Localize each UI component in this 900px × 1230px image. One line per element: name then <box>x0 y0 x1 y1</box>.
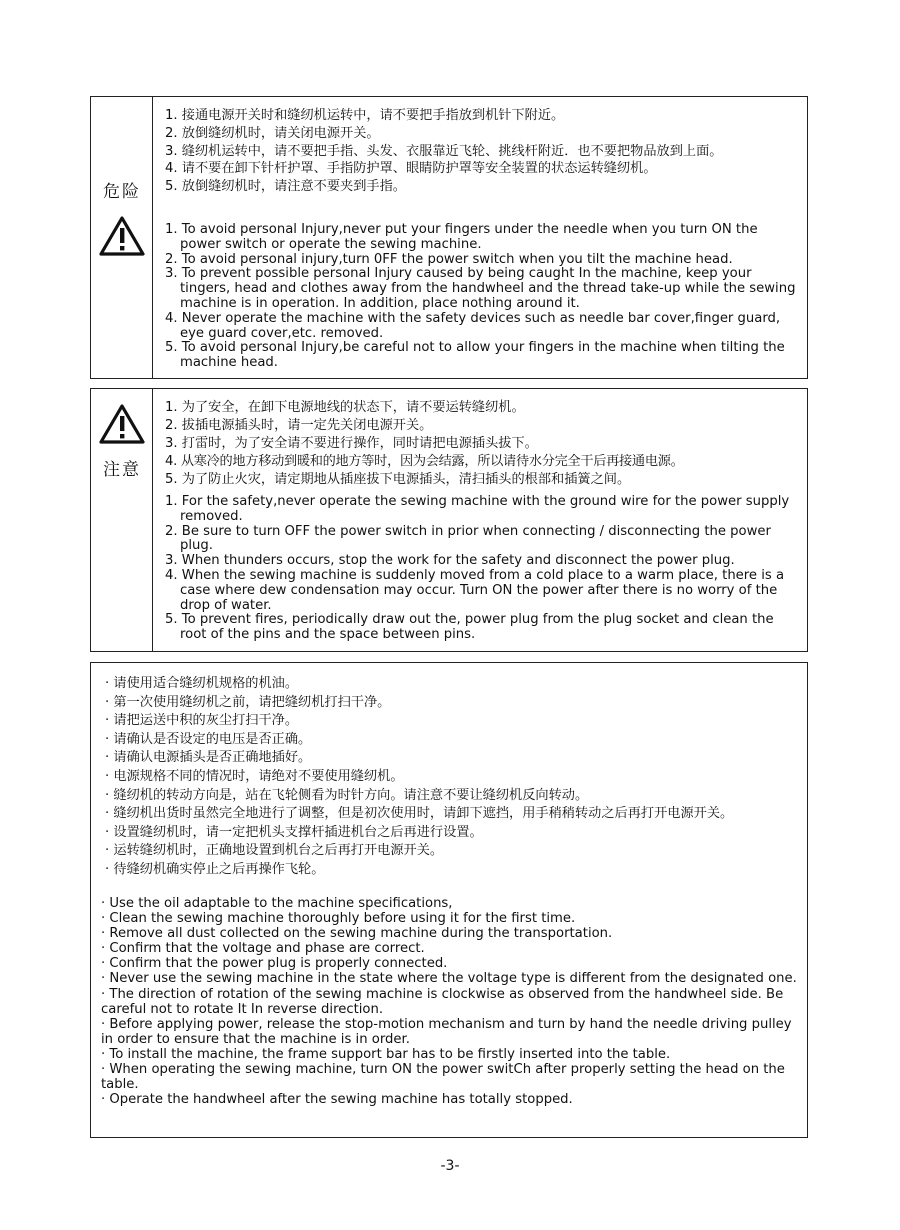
notes-en-item: · To install the machine, the frame support bar has to be firstly inserted into the table. <box>101 1046 671 1062</box>
danger-zh-item: 1. 接通电源开关时和缝纫机运转中，请不要把手指放到机针下附近。 <box>165 108 565 123</box>
notes-zh-item: · 设置缝纫机时，请一定把机头支撑杆插进机台之后再进行设置。 <box>105 824 483 840</box>
caution-warning-box <box>90 388 808 652</box>
caution-zh-list <box>165 399 799 489</box>
notes-en-item: · Use the oil adaptable to the machine specifications, <box>101 896 453 911</box>
notes-zh-item: · 缝纫机的转动方向是，站在飞轮侧看为时针方向。请注意不要让缝纫机反向转动。 <box>105 787 589 803</box>
danger-label: 危险 <box>103 182 141 202</box>
danger-en-item: 5. To avoid personal Injury,be careful not to allow your fingers in the machine when tilting the machine head. <box>165 340 785 371</box>
page-number: -3- <box>440 1158 460 1174</box>
danger-zh-list <box>165 107 799 196</box>
caution-zh-item: 5. 为了防止火灾，请定期地从插座拔下电源插头，清扫插头的根部和插簧之间。 <box>165 472 631 487</box>
notes-zh-item: · 请确认电源插头是否正确地插好。 <box>105 750 312 766</box>
caution-en-item: 1. For the safety,never operate the sewing machine with the ground wire for the power supply removed. <box>165 494 790 524</box>
caution-label-column <box>91 389 153 651</box>
caution-en-list <box>165 495 799 643</box>
warning-triangle-icon <box>99 215 145 257</box>
notes-en-item: · Confirm that the power plug is properly connected. <box>101 956 448 972</box>
danger-en-list <box>165 223 799 371</box>
caution-zh-item: 3. 打雷时，为了安全请不要进行操作，同时请把电源插头拔下。 <box>165 436 538 451</box>
notes-en-item: · Never use the sewing machine in the state where the voltage type is different from the designated one. <box>101 971 797 987</box>
notes-en-item: · Operate the handwheel after the sewing machine has totally stopped. <box>101 1092 573 1108</box>
notes-zh-item: · 缝纫机出货时虽然完全地进行了调整，但是初次使用时，请卸下遮挡，用手稍稍转动之后再打开电源开关。 <box>105 806 734 822</box>
notes-zh-item: · 待缝纫机确实停止之后再操作飞轮。 <box>105 861 325 877</box>
notes-zh-item: · 请使用适合缝纫机规格的机油。 <box>105 676 299 691</box>
danger-en-item: 2. To avoid personal injury,turn 0FF the power switch when you tilt the machine head. <box>165 251 733 267</box>
notes-en-item: · Clean the sewing machine thoroughly before using it for the first time. <box>101 911 576 927</box>
caution-en-item: 5. To prevent fires, periodically draw out the, power plug from the plug socket and clean the root of the pins and the space between pins. <box>165 612 774 643</box>
caution-en-item: 3. When thunders occurs, stop the work for the safety and disconnect the power plug. <box>165 553 735 569</box>
warning-triangle-icon <box>99 403 145 445</box>
caution-label: 注意 <box>103 460 141 480</box>
notes-zh-item: · 运转缝纫机时，正确地设置到机台之后再打开电源开关。 <box>105 843 444 859</box>
danger-en-item: 1. To avoid personal Injury,never put your fingers under the needle when you turn ON the power switch or operate the sewing machine. <box>165 222 758 252</box>
danger-warning-box <box>90 96 808 379</box>
danger-zh-item: 3. 缝纫机运转中，请不要把手指、头发、衣服靠近飞轮、挑线杆附近．也不要把物品放到上面。 <box>165 144 723 159</box>
danger-zh-item: 2. 放倒缝纫机时，请关闭电源开关。 <box>165 126 380 141</box>
notes-en-item: · The direction of rotation of the sewing machine is clockwise as observed from the handwheel side. Be careful not to rotate It In reverse direction. <box>101 986 784 1017</box>
caution-zh-item: 1. 为了安全，在卸下电源地线的状态下，请不要运转缝纫机。 <box>165 400 525 415</box>
notes-zh-item: · 第一次使用缝纫机之前，请把缝纫机打扫干净。 <box>105 694 391 710</box>
caution-zh-item: 4. 从寒冷的地方移动到暖和的地方等时，因为会结露，所以请待水分完全干后再接通电源。 <box>165 454 684 469</box>
danger-en-item: 4. Never operate the machine with the safety devices such as needle bar cover,finger guard, eye guard cover,etc. removed. <box>165 310 781 341</box>
notes-en-item: · Confirm that the voltage and phase are correct. <box>101 941 425 957</box>
notes-en-item: · When operating the sewing machine, turn ON the power switCh after properly setting the head on the table. <box>101 1062 785 1093</box>
notes-en-item: · Remove all dust collected on the sewing machine during the transportation. <box>101 926 613 942</box>
notes-zh-item: · 请确认是否设定的电压是否正确。 <box>105 731 312 747</box>
notes-zh-list <box>105 675 793 880</box>
danger-en-item: 3. To prevent possible personal Injury caused by being caught In the machine, keep your tingers, head and clothes away from the handwheel and the thread take-up while the sewing machine is in operation. In addition, place nothing around it. <box>165 266 796 311</box>
notes-zh-item: · 请把运送中积的灰尘打扫干净。 <box>105 713 299 729</box>
caution-zh-item: 2. 拔插电源插头时，请一定先关闭电源开关。 <box>165 418 433 433</box>
notes-zh-item: · 电源规格不同的情况时，请绝对不要使用缝纫机。 <box>105 768 404 784</box>
caution-en-item: 2. Be sure to turn OFF the power switch in prior when connecting / disconnecting the power plug. <box>165 523 771 554</box>
notes-en-list <box>101 896 799 1107</box>
danger-zh-item: 5. 放倒缝纫机时，请注意不要夹到手指。 <box>165 179 406 194</box>
caution-en-item: 4. When the sewing machine is suddenly moved from a cold place to a warm place, there is a case where dew condensation may occur. Turn ON the power after there is no worry of the drop of water. <box>165 567 785 613</box>
notes-en-item: · Before applying power, release the stop-motion mechanism and turn by hand the needle driving pulley in order to ensure that the machine is in order. <box>101 1016 792 1047</box>
general-notes-box <box>90 662 808 1138</box>
danger-zh-item: 4. 请不要在卸下针杆护罩、手指防护罩、眼睛防护罩等安全装置的状态运转缝纫机。 <box>165 161 657 176</box>
danger-label-column <box>91 97 153 378</box>
